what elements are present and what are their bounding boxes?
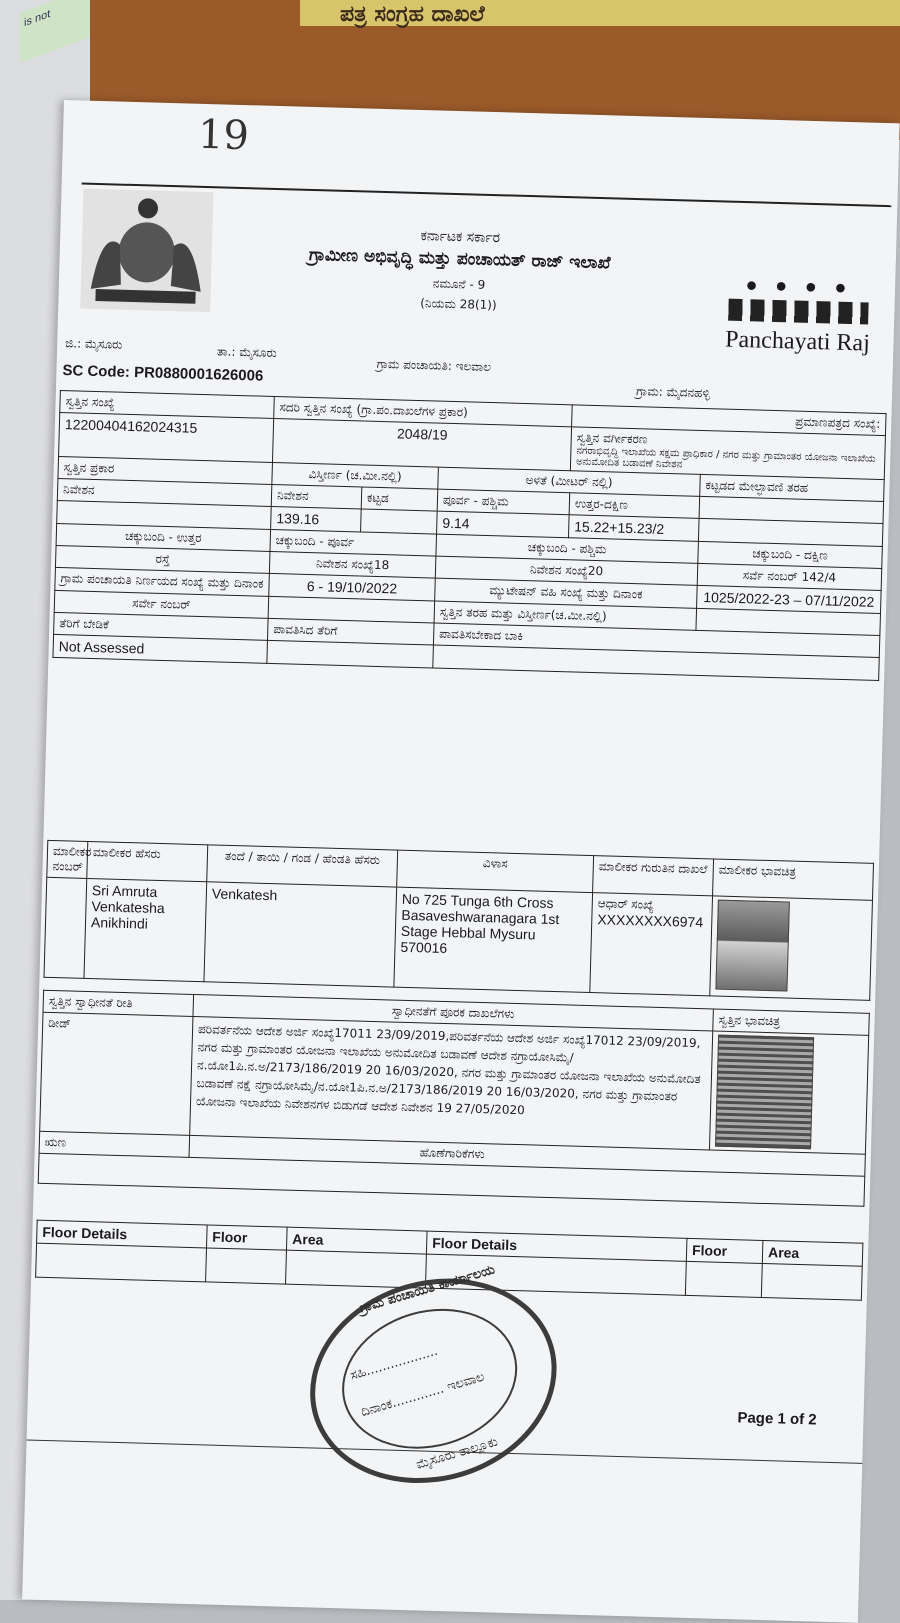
north-boundary-value: ರಸ್ತೆ — [55, 545, 270, 573]
property-class-value: ನಗರಾಭಿವೃದ್ಧಿ ಇಲಾಖೆಯ ಸಕ್ಷಮ ಪ್ರಾಧಿಕಾರ / ನಗರ ಮತ್ತು ಗ್ರಾಮಾಂತರ ಯೋಜನಾ ಇಲಾಖೆಯ ಅನುಮೋದಿತ ಬಡಾವಣೆ ನಿವೇಶನ — [575, 445, 876, 471]
acquisition-mode-label: ಸ್ವತ್ತಿನ ಸ್ವಾಧೀನತೆ ರೀತಿ — [43, 990, 194, 1016]
owner-address: No 725 Tunga 6th Cross Basaveshwaranagara 1st Stage Hebbal Mysuru 570016 — [394, 887, 593, 992]
sc-code: SC Code: PR0880001626006 — [62, 362, 264, 385]
old-number-value: 2048/19 — [272, 418, 571, 470]
department-title: ಗ್ರಾಮೀಣ ಅಭಿವೃದ್ಧಿ ಮತ್ತು ಪಂಚಾಯತ್ ರಾಜ್ ಇಲಾಖೆ — [308, 244, 611, 274]
gram-panchayat: ಗ್ರಾಮ ಪಂಚಾಯತಿ: ಇಲವಾಲ — [376, 356, 492, 375]
form-number: ನಮೂನೆ - 9 — [432, 276, 486, 292]
east-west-value: 9.14 — [437, 511, 570, 538]
owner-photo-cell — [710, 896, 873, 1000]
father-name: Venkatesh — [204, 882, 397, 987]
resolution-label: ಗ್ರಾಮ ಪಂಚಾಯತಿ ನಿರ್ಣಯದ ಸಂಖ್ಯೆ ಮತ್ತು ದಿನಾಂಕ — [55, 567, 270, 596]
property-type-value: ನಿವೇಶನ — [57, 478, 272, 506]
resolution-value: 6 - 19/10/2022 — [269, 573, 436, 601]
floor-left: Floor — [207, 1225, 288, 1250]
logo-bars-icon — [728, 299, 869, 325]
supporting-docs-label: ಸ್ವಾಧೀನತೆಗೆ ಪೂರಕ ದಾಖಲೆಗಳು — [193, 994, 713, 1031]
tax-due-label: ಪಾವತಿಸಬೇಕಾದ ಬಾಕಿ — [433, 623, 879, 657]
building-label: ಕಟ್ಟಡ — [361, 487, 438, 511]
north-south-label: ಉತ್ತರ-ದಕ್ಷಿಣ — [569, 493, 700, 519]
logo-text: Panchayati Raj — [724, 326, 871, 357]
taluk: ತಾ.: ಮೈಸೂರು — [216, 344, 277, 361]
site-area-value: 139.16 — [271, 506, 362, 532]
rule-number: (ನಿಯಮ 28(1)) — [420, 296, 497, 313]
north-boundary-label: ಚಕ್ಕುಬಂದಿ - ಉತ್ತರ — [56, 523, 271, 551]
survey-number-label: ಸರ್ವೇ ನಂಬರ್ — [54, 590, 269, 618]
property-photo — [715, 1035, 814, 1150]
tax-demand-value: Not Assessed — [53, 634, 268, 663]
property-class-label: ಸ್ವತ್ತಿನ ವರ್ಗೀಕರಣ — [576, 430, 648, 447]
liabilities-left-label: ಋಣ — [39, 1131, 190, 1157]
floor-right: Floor — [686, 1238, 763, 1263]
handwritten-page-number: 19 — [197, 111, 250, 160]
owner-photo — [715, 900, 789, 992]
book-cover-strip: ಪತ್ರ ಸಂಗ್ರಹ ದಾಖಲೆ — [300, 0, 900, 26]
property-id-label: ಸ್ವತ್ತಿನ ಸಂಖ್ಯೆ — [60, 391, 275, 419]
west-boundary-value: ನಿವೇಶನ ಸಂಖ್ಯೆ20 — [435, 556, 698, 585]
south-boundary-label: ಚಕ್ಕುಬಂದಿ - ದಕ್ಷಿಣ — [698, 541, 883, 568]
address-label: ವಿಳಾಸ — [397, 850, 594, 892]
owner-id-type: ಆಧಾರ್ ಸಂಖ್ಯೆ — [597, 896, 655, 912]
stamp-place: ಇಲವಾಲ — [445, 1369, 487, 1395]
floor-details-left: Floor Details — [37, 1220, 208, 1248]
owner-id — [590, 893, 713, 996]
spine-label: is not — [20, 0, 90, 63]
property-id-value: 1220040416202431​5 — [59, 413, 274, 463]
acquisition-mode-value: ಡೀಡ್ — [40, 1012, 193, 1135]
property-type-label: ಸ್ವತ್ತಿನ ಪ್ರಕಾರ — [58, 456, 273, 484]
panchayati-raj-logo — [707, 273, 889, 358]
area-left: Area — [286, 1227, 427, 1254]
property-table — [52, 390, 886, 681]
owner-serial-label: ಮಾಲೀಕರ ನಂಬರ್ — [47, 840, 88, 878]
owner-id-label: ಮಾಲೀಕರ ಗುರುತಿನ ದಾಖಲೆ — [593, 856, 714, 896]
owner-name-label: ಮಾಲೀಕರ ಹೆಸರು — [87, 841, 208, 881]
tax-paid-label: ಪಾವತಿಸಿದ ತೆರಿಗೆ — [267, 618, 434, 645]
property-photo-cell — [709, 1031, 868, 1154]
owner-photo-label: ಮಾಲೀಕರ ಭಾವಚಿತ್ರ — [713, 859, 874, 900]
stamp-date: ದಿನಾಂಕ............. — [359, 1381, 446, 1421]
dimensions-label: ಅಳತೆ (ಮೀಟರ್ ನಲ್ಲಿ) — [438, 467, 701, 496]
floor-details-right: Floor Details — [426, 1231, 687, 1261]
acquisition-table — [38, 990, 870, 1207]
east-boundary-label: ಚಕ್ಕುಬಂದಿ - ಪೂರ್ವ — [270, 529, 437, 556]
form-page — [22, 100, 900, 1623]
mutation-value: 1025/2022-23 – 07/11/2022 — [697, 585, 882, 613]
father-name-label: ತಂದೆ / ತಾಯಿ / ಗಂಡ / ಹೆಂಡತಿ ಹೆಸರು — [207, 845, 398, 887]
karnataka-emblem-icon — [80, 189, 213, 313]
logo-dots-icon: ● ● ● ● — [745, 274, 853, 300]
site-label: ನಿವೇಶನ — [271, 484, 362, 509]
north-south-value: 15.22+15.23/2 — [568, 515, 699, 542]
page-indicator: Page 1 of 2 — [737, 1409, 817, 1429]
mutation-label: ಮ್ಯುಟೇಷನ್ ವಹಿ ಸಂಖ್ಯೆ ಮತ್ತು ದಿನಾಂಕ — [435, 578, 698, 608]
owner-table — [43, 840, 874, 1001]
south-boundary-value: ಸರ್ವೆ ನಂಬರ್ 142/4 — [697, 563, 882, 590]
village: ಗ್ರಾಮ: ಮೈದನಹಳ್ಳಿ — [635, 384, 710, 401]
stamp-sign-line: ಸಹಿ.................. — [348, 1343, 440, 1384]
supporting-docs-value: ಪರಿವರ್ತನೆಯ ಆದೇಶ ಅರ್ಜಿ ಸಂಖ್ಯೆ17011 23/09/2019,ಪರಿವರ್ತನೆಯ ಆದೇಶ ಅರ್ಜಿ ಸಂಖ್ಯೆ17012 23/09/2019, ನಗರ ಮತ್ತು ಗ್ರಾಮಾಂತರ ಯೋಜನಾ ಇಲಾಖೆಯ ಅನುಮೋದಿತ ಬಡಾವಣೆ ಆದೇಶ ನಗ್ರಾಯೋಸಿಮೈ/ನ.ಯೋ1ಪಿ.ನ.ಅ/2173/186/2019 20 16/03/2020, ನಗರ ಮತ್ತು ಗ್ರಾಮಾಂತರ ಯೋಜನಾ ಇಲಾಖೆಯ ಅನುಮೋದಿತ ಬಡಾವಣೆ ನಕ್ಷೆ ನಗ್ರಾಯೋಸಿಮೈ/ನ.ಯೋ1ಪಿ.ನ.ಅ/2173/186/2019 20 16/03/2020, ನಗರ ಮತ್ತು ಗ್ರಾಮಾಂತರ ಯೋಜನಾ ಇಲಾಖೆಯ ನಿವೇಶನಗಳ ಬಿಡುಗಡೆ ಆದೇಶ ನಿವೇಶನ 19 27/05/2020 — [190, 1016, 713, 1149]
liabilities-right-label: ಹೊಣೆಗಾರಿಕೆಗಳು — [189, 1135, 865, 1176]
district: ಜಿ.: ಮೈಸೂರು — [65, 336, 123, 352]
old-number-label: ಸದರಿ ಸ್ವತ್ತಿನ ಸಂಖ್ಯೆ (ಗ್ರಾ.ಪಂ.ದಾಖಲೆಗಳ ಪ್ರಕಾರ) — [274, 396, 572, 426]
building-type-label: ಕಟ್ಟಡದ ಮೇಲ್ಛಾವಣಿ ತರಹ — [700, 474, 885, 501]
east-boundary-value: ನಿವೇಶನ ಸಂಖ್ಯೆ18 — [269, 551, 436, 578]
govt-title: ಕರ್ನಾಟಕ ಸರ್ಕಾರ — [420, 228, 501, 247]
owner-id-value: XXXXXXXX6974 — [597, 911, 704, 931]
property-photo-label: ಸ್ವತ್ತಿನ ಭಾವಚಿತ್ರ — [713, 1009, 870, 1035]
east-west-label: ಪೂರ್ವ - ಪಶ್ಚಿಮ — [437, 489, 570, 515]
area-label: ವಿಸ್ತೀರ್ಣ (ಚ.ಮೀ.ನಲ್ಲಿ) — [272, 462, 439, 489]
stamp-title: ಗ್ರಾಮ ಪಂಚಾಯಿತಿ ಕಾರ್ಯಾಲಯ — [358, 1262, 497, 1317]
west-boundary-label: ಚಕ್ಕುಬಂದಿ - ಪಶ್ಚಿಮ — [436, 534, 699, 563]
property-nature-label: ಸ್ವತ್ತಿನ ತರಹ ಮತ್ತು ವಿಸ್ತೀರ್ಣ(ಚ.ಮೀ.ನಲ್ಲಿ) — [434, 601, 697, 630]
tax-demand-label: ತೆರಿಗೆ ಬೇಡಿಕೆ — [54, 612, 269, 640]
owner-name: Sri Amruta Venkatesha Anikhindi — [84, 878, 207, 981]
stamp-bottom: ಮೈಸೂರು ತಾಲ್ಲೂಕು — [414, 1434, 500, 1473]
certificate-number-label: ಪ್ರಮಾಣಪತ್ರದ ಸಂಖ್ಯೆ: — [572, 405, 887, 436]
area-right: Area — [762, 1240, 863, 1266]
